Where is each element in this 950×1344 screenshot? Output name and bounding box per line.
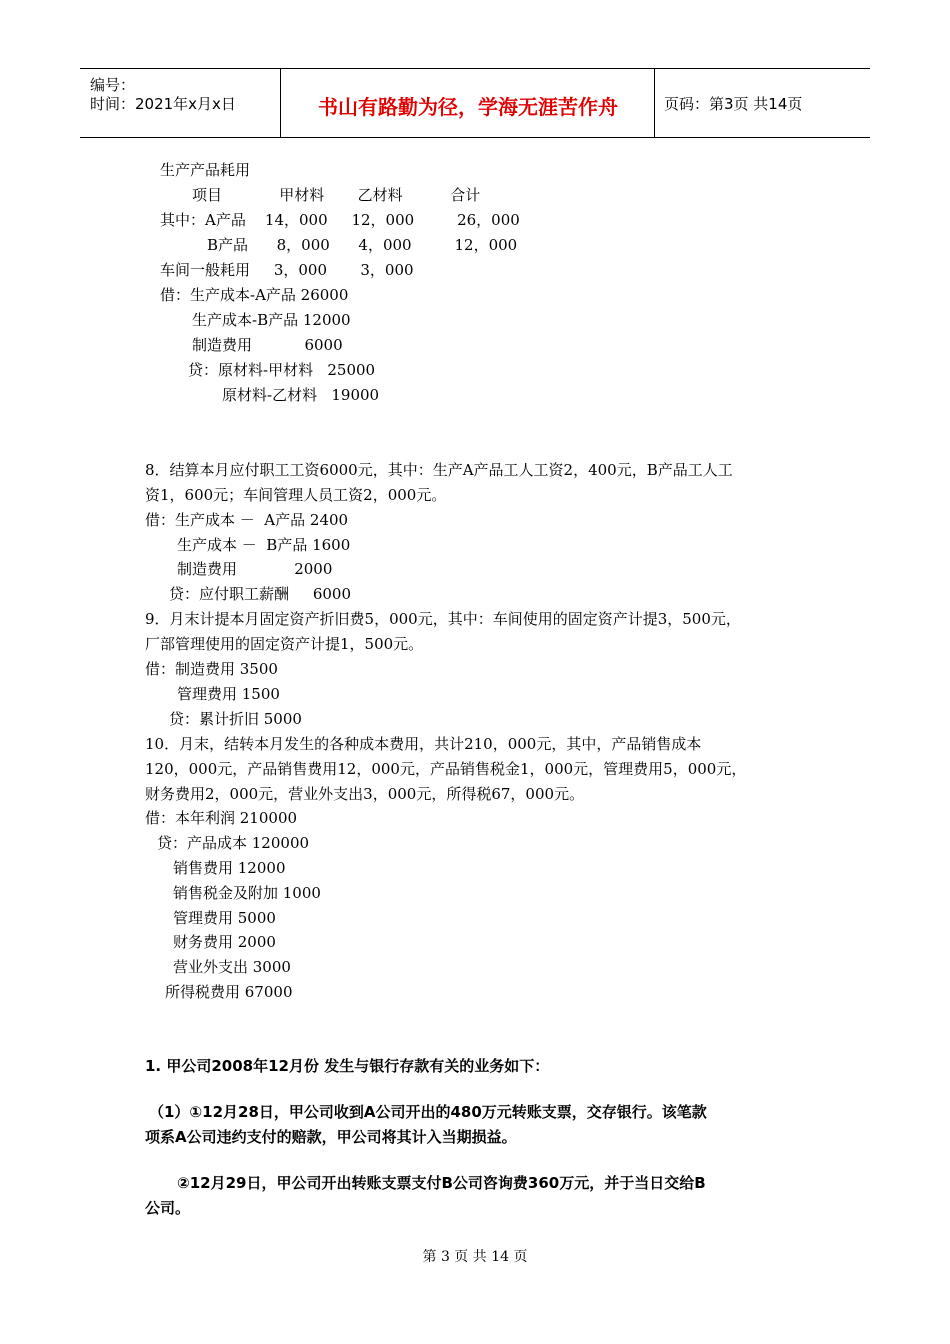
journal-line: 贷：原材料-甲材料 25000 [188,361,376,379]
paragraph-line: 10．月末，结转本月发生的各种成本费用，共计210，000元，其中，产品销售成本 [145,735,702,753]
journal-line: 贷：产品成本 120000 [157,834,310,852]
page-number-label: 页码：第3页 共14页 [664,95,803,113]
journal-line: 借：本年利润 210000 [145,809,298,827]
journal-line: 借：制造费用 3500 [145,660,278,678]
question-line: （1）①12月28日，甲公司收到A公司开出的480万元转账支票，交存银行。该笔款 [149,1103,707,1121]
journal-line: 借：生产成本-A产品 26000 [160,286,349,304]
table-row: B产品 8，000 4，000 12，000 [207,236,518,254]
journal-line: 贷：应付职工薪酬 6000 [169,585,352,603]
paragraph-line: 8．结算本月应付职工工资6000元，其中：生产A产品工人工资2，400元，B产品工人工 [145,461,733,479]
header-divider [280,69,281,137]
paragraph-line: 厂部管理使用的固定资产计提1，500元。 [145,635,424,653]
journal-line: 贷：累计折旧 5000 [169,710,302,728]
paragraph-line: 120，000元，产品销售费用12，000元，产品销售税金1，000元，管理费用5，000元， [145,760,747,778]
journal-line: 原材料-乙材料 19000 [222,386,380,404]
journal-line: 销售税金及附加 1000 [173,884,321,902]
question-line: ②12月29日，甲公司开出转账支票支付B公司咨询费360万元，并于当日交给B [177,1174,706,1192]
page-footer: 第 3 页 共 14 页 [422,1249,528,1265]
table-header-line: 项目 甲材料 乙材料 合计 [192,186,481,204]
journal-line: 销售费用 12000 [173,859,286,877]
journal-line: 生产成本 － B产品 1600 [177,536,351,554]
journal-line: 借：生产成本 － A产品 2400 [145,511,349,529]
journal-line: 生产成本-B产品 12000 [192,311,351,329]
page-header [80,68,870,138]
paragraph-line: 资1，600元；车间管理人员工资2，000元。 [145,486,447,504]
question-line: 公司。 [145,1199,191,1217]
header-motto: 书山有路勤为径，学海无涯苦作舟 [318,95,618,119]
question-line: 项系A公司违约支付的赔款，甲公司将其计入当期损益。 [145,1128,517,1146]
journal-line: 管理费用 1500 [177,685,280,703]
paragraph-line: 财务费用2，000元，营业外支出3，000元，所得税67，000元。 [145,785,585,803]
journal-line: 制造费用 2000 [177,560,333,578]
journal-line: 财务费用 2000 [173,933,276,951]
time-label: 时间：2021年x月x日 [90,95,236,113]
header-divider [654,69,655,137]
table-row: 其中：A产品 14，000 12，000 26，000 [160,211,520,229]
journal-line: 管理费用 5000 [173,909,276,927]
journal-line: 制造费用 6000 [192,336,343,354]
table-row: 车间一般耗用 3，000 3，000 [160,261,414,279]
text-line: 生产产品耗用 [160,161,251,179]
journal-line: 营业外支出 3000 [173,958,291,976]
journal-line: 所得税费用 67000 [165,983,293,1001]
paragraph-line: 9．月末计提本月固定资产折旧费5，000元，其中：车间使用的固定资产计提3，500元， [145,610,741,628]
code-label: 编号： [90,76,136,94]
question-heading: 1. 甲公司2008年12月份 发生与银行存款有关的业务如下： [145,1057,550,1075]
